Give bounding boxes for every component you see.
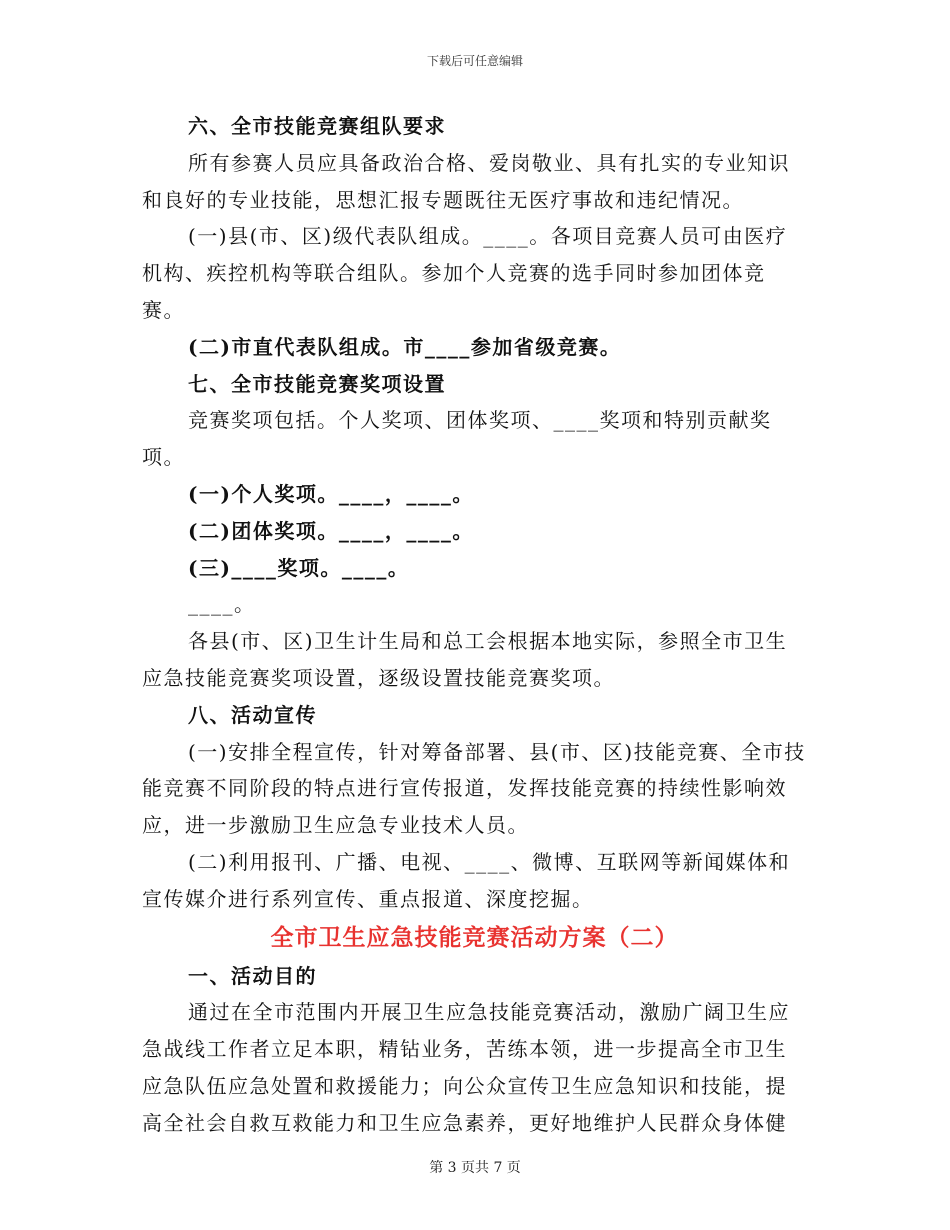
paragraph-other-awards: (三)____奖项。____。 xyxy=(188,555,410,580)
paragraph-publicity-2: (二)利用报刊、广播、电视、____、微博、互联网等新闻媒体和宣传媒介进行系列宣传、重点报道、深度挖掘。 xyxy=(142,849,791,911)
paragraph-county-team: (一)县(市、区)级代表队组成。____。各项目竞赛人员可由医疗机构、疾控机构等联合组队。参加个人竞赛的选手同时参加团体竞赛。 xyxy=(142,224,788,322)
page-header: 下载后可任意编辑 xyxy=(426,54,523,68)
page-footer: 第 3 页共 7 页 xyxy=(429,1160,521,1176)
section-title: 全市卫生应急技能竞赛活动方案（二） xyxy=(270,923,679,951)
paragraph-individual-awards: (一)个人奖项。____，____。 xyxy=(188,481,474,506)
paragraph-city-team: (二)市直代表队组成。市____参加省级竞赛。 xyxy=(188,334,622,359)
heading-purpose: 一、活动目的 xyxy=(188,963,317,988)
paragraph-participant-requirements: 所有参赛人员应具备政治合格、爱岗敬业、具有扎实的专业知识和良好的专业技能，思想汇报专题既往无医疗事故和违纪情况。 xyxy=(142,150,790,212)
heading-team-requirements: 六、全市技能竞赛组队要求 xyxy=(188,114,446,138)
paragraph-team-awards: (二)团体奖项。____，____。 xyxy=(188,518,474,543)
paragraph-publicity-1: (一)安排全程宣传，针对筹备部署、县(市、区)技能竞赛、全市技能竞赛不同阶段的特点进行宣传报道，发挥技能竞赛的持续性影响效应，进一步激励卫生应急专业技术人员。 xyxy=(142,739,806,838)
heading-awards: 七、全市技能竞赛奖项设置 xyxy=(188,371,446,396)
paragraph-county-awards: 各县(市、区)卫生计生局和总工会根据本地实际，参照全市卫生应急技能竞赛奖项设置，逐级设置技能竞赛奖项。 xyxy=(142,629,788,690)
paragraph-blank: ____。 xyxy=(188,592,256,617)
paragraph-purpose: 通过在全市范围内开展卫生应急技能竞赛活动，激励广阔卫生应急战线工作者立足本职，精钻业务，苦练本领，进一步提高全市卫生应急队伍应急处置和救援能力；向公众宣传卫生应急知识和技能，提高全社会自救互救能力和卫生应急素养，更好地维护人民群众身体健 xyxy=(142,1000,790,1135)
heading-publicity: 八、活动宣传 xyxy=(188,702,317,727)
paragraph-award-types: 竞赛奖项包括。个人奖项、团体奖项、____奖项和特别贡献奖项。 xyxy=(142,408,772,470)
document-body xyxy=(142,108,807,1142)
